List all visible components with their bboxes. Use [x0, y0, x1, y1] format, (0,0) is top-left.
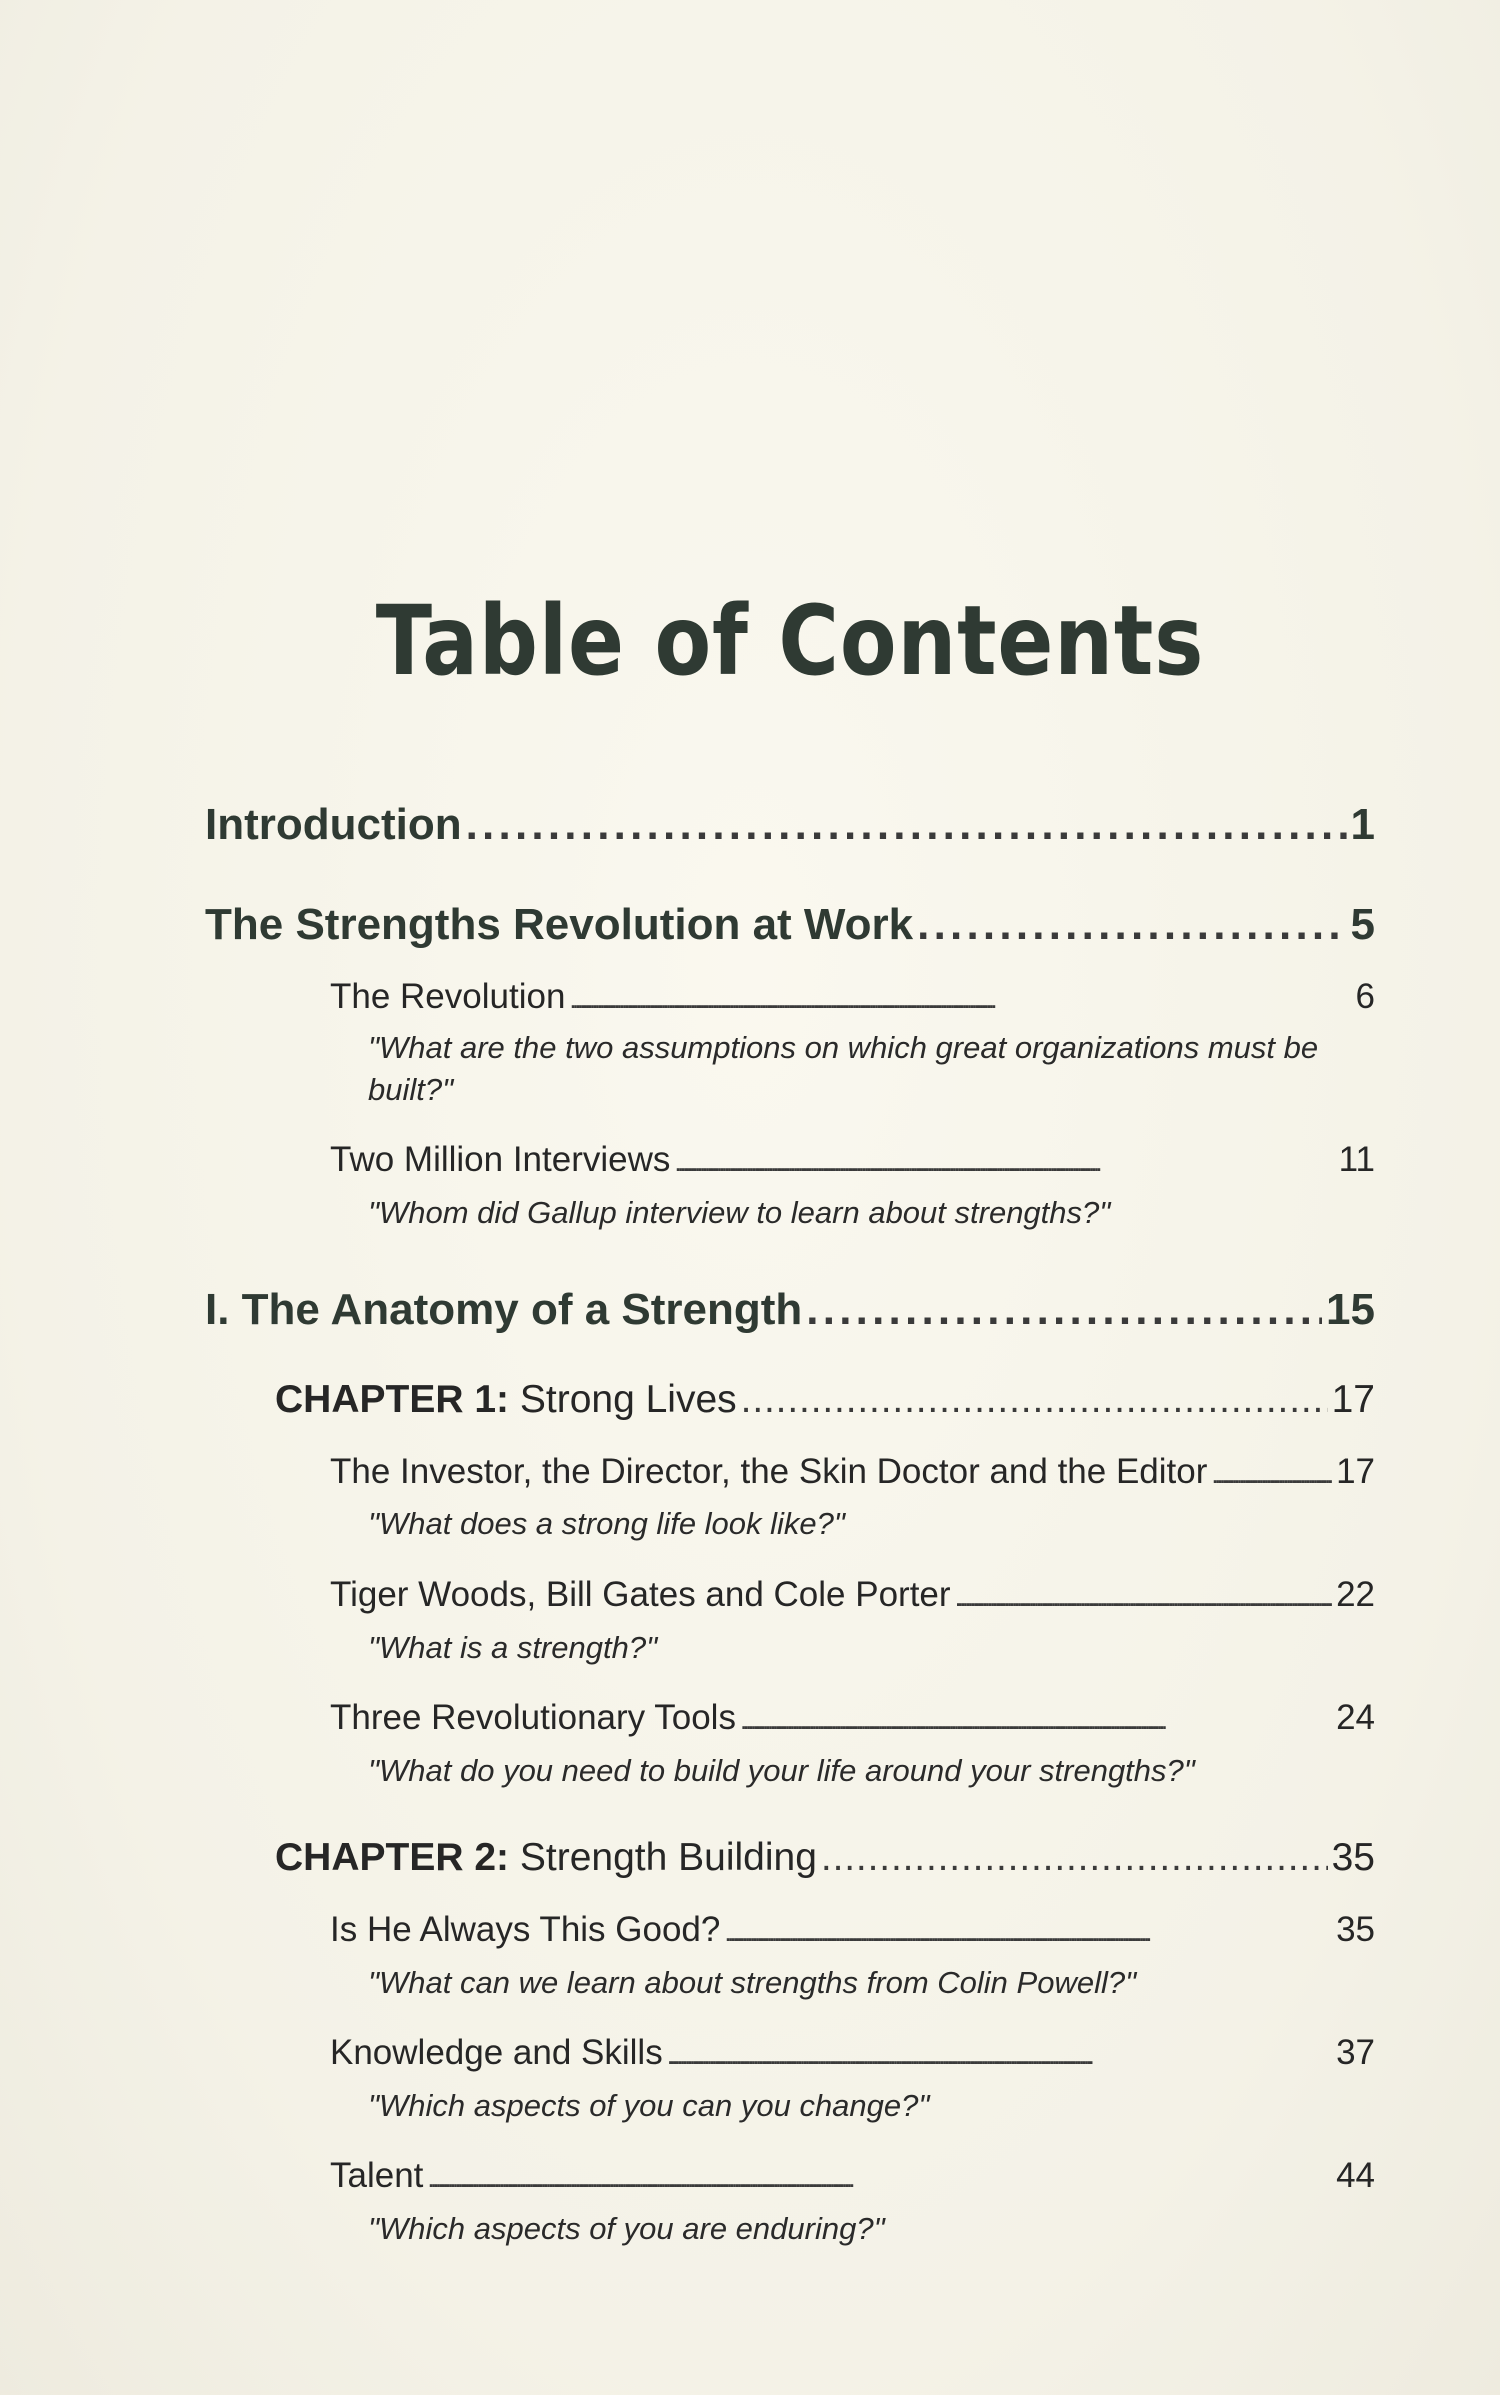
toc-question: "What do you need to build your life around your strengths?"	[368, 1753, 1195, 1788]
toc-page-number: 6	[1355, 977, 1375, 1016]
toc-page-number: 24	[1336, 1698, 1375, 1737]
toc-entry-label	[275, 1836, 817, 1880]
dot-leader	[569, 984, 1351, 1015]
toc-question: "Which aspects of you can you change?"	[368, 2088, 930, 2123]
toc-page-number: 37	[1336, 2033, 1375, 2072]
dot-leader	[674, 1147, 1334, 1178]
dot-leader	[821, 1836, 1328, 1880]
toc-entry-always-good[interactable]	[330, 1910, 1375, 1950]
toc-entry-label: Is He Always This Good?	[330, 1910, 721, 1949]
dot-leader	[740, 1705, 1332, 1736]
toc-page-number: 44	[1336, 2156, 1375, 2195]
toc-entry-knowledge[interactable]	[330, 2033, 1375, 2073]
chapter-prefix: CHAPTER 2:	[275, 1836, 510, 1879]
toc-entry-label: Three Revolutionary Tools	[330, 1698, 736, 1737]
toc-entry-three-tools[interactable]	[330, 1698, 1375, 1738]
toc-entry-label: The Revolution	[330, 977, 566, 1016]
toc-page-number: 35	[1336, 1910, 1375, 1949]
toc-page-number: 1	[1350, 800, 1375, 849]
dot-leader	[741, 1378, 1328, 1422]
toc-entry-tiger-woods[interactable]	[330, 1575, 1375, 1615]
toc-entry-investor[interactable]	[330, 1452, 1375, 1492]
toc-entry-chapter-1[interactable]	[275, 1378, 1375, 1422]
toc-question: "What are the two assumptions on which great organizations must be built?"	[368, 1030, 1319, 1107]
dot-leader	[466, 800, 1347, 850]
toc-page-number: 17	[1331, 1378, 1375, 1421]
dot-leader	[427, 2163, 1332, 2194]
toc-question: "What is a strength?"	[368, 1630, 658, 1665]
toc-entry-anatomy[interactable]	[205, 1285, 1375, 1335]
toc-entry-label: Tiger Woods, Bill Gates and Cole Porter	[330, 1575, 951, 1614]
toc-entry-the-revolution[interactable]	[330, 977, 1375, 1017]
toc-page-number: 15	[1326, 1285, 1375, 1334]
dot-leader	[1211, 1459, 1332, 1490]
chapter-title: Strong Lives	[519, 1378, 737, 1421]
toc-entry-introduction[interactable]	[205, 800, 1375, 850]
toc-page-number: 5	[1350, 900, 1375, 949]
toc-page-number: 17	[1336, 1452, 1375, 1491]
dot-leader	[806, 1285, 1322, 1335]
dot-leader	[667, 2040, 1332, 2071]
toc-entry-label: Introduction	[205, 800, 462, 849]
toc-entry-label: Knowledge and Skills	[330, 2033, 663, 2072]
dot-leader	[955, 1582, 1333, 1613]
page-title: Table of Contents	[375, 585, 1205, 697]
toc-entry-chapter-2[interactable]	[275, 1836, 1375, 1880]
toc-question: "Whom did Gallup interview to learn about strengths?"	[368, 1195, 1111, 1230]
chapter-prefix: CHAPTER 1:	[275, 1378, 510, 1421]
toc-entry-label: Two Million Interviews	[330, 1140, 671, 1179]
toc-question: "Which aspects of you are enduring?"	[368, 2211, 885, 2246]
toc-page-number: 35	[1331, 1836, 1375, 1879]
toc-page-number: 22	[1336, 1575, 1375, 1614]
toc-entry-label	[275, 1378, 737, 1422]
toc-page-number: 11	[1338, 1140, 1375, 1179]
toc-entry-two-million-interviews[interactable]	[330, 1140, 1375, 1180]
toc-entry-label: Talent	[330, 2156, 424, 2195]
toc-entry-strengths-revolution[interactable]	[205, 900, 1375, 950]
dot-leader	[917, 900, 1346, 950]
toc-question: "What can we learn about strengths from Colin Powell?"	[368, 1965, 1137, 2000]
chapter-title: Strength Building	[519, 1836, 817, 1879]
toc-entry-label: The Strengths Revolution at Work	[205, 900, 914, 949]
toc-entry-label: I. The Anatomy of a Strength	[205, 1285, 803, 1334]
toc-entry-label: The Investor, the Director, the Skin Doctor and the Editor	[330, 1452, 1208, 1491]
toc-entry-talent[interactable]	[330, 2156, 1375, 2196]
toc-question: "What does a strong life look like?"	[368, 1506, 845, 1541]
dot-leader	[724, 1917, 1332, 1948]
